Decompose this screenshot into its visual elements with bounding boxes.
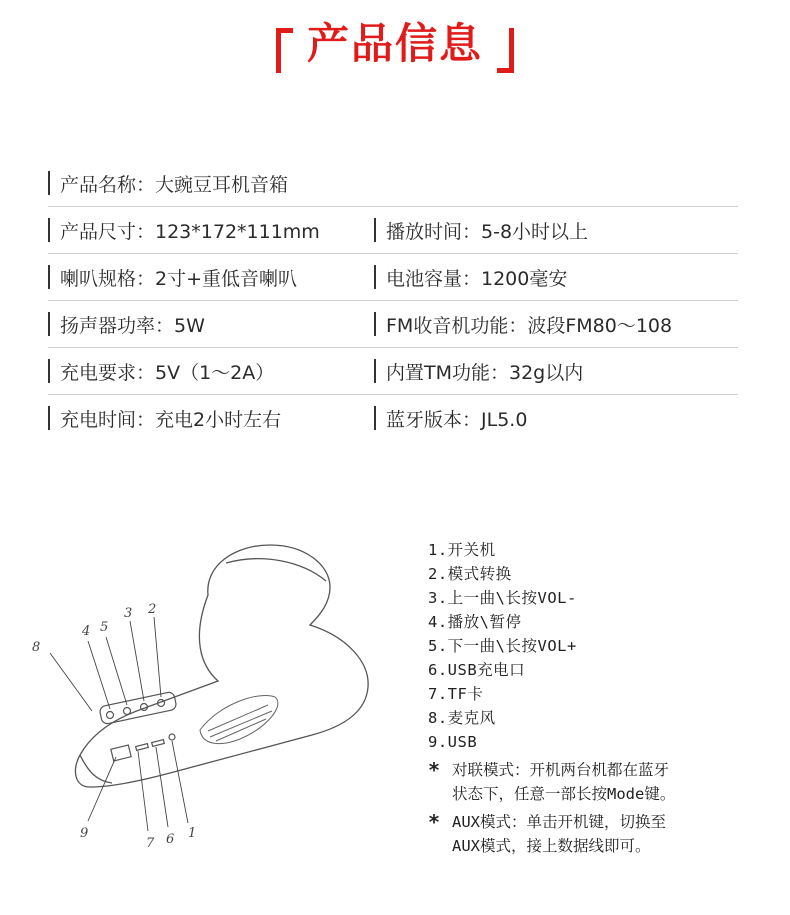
spec-cell-left — [48, 301, 205, 347]
legend-item: 5.下一曲\长按VOL+ — [428, 637, 577, 655]
legend-item: 2.模式转换 — [428, 565, 512, 583]
port-panel — [111, 734, 175, 761]
spec-row — [48, 348, 738, 395]
cell-divider — [374, 312, 376, 336]
note-pairing — [428, 758, 758, 806]
spec-row — [48, 254, 738, 301]
spec-table — [48, 160, 738, 441]
spec-text: 内置TM功能：32g以内 — [386, 361, 584, 384]
callout-7: 7 — [146, 836, 155, 851]
spec-text: 喇叭规格：2寸+重低音喇叭 — [60, 267, 298, 290]
asterisk-icon: * — [428, 758, 441, 782]
spec-row — [48, 395, 738, 441]
spec-cell-left — [48, 348, 274, 394]
spec-text: 播放时间：5-8小时以上 — [386, 220, 589, 243]
callout-9: 9 — [80, 826, 89, 841]
function-legend — [428, 538, 758, 858]
legend-item: 4.播放\暂停 — [428, 613, 522, 631]
spec-text: 充电时间：充电2小时左右 — [60, 408, 282, 431]
spec-cell-right — [374, 395, 527, 441]
spec-cell-right — [374, 207, 588, 253]
callout-4: 4 — [82, 624, 91, 639]
cell-divider — [48, 359, 50, 383]
title-block — [0, 14, 790, 76]
button-panel — [99, 691, 177, 724]
spec-cell-right — [374, 254, 567, 300]
cell-divider — [374, 406, 376, 430]
title-bracket-right — [497, 28, 514, 73]
spec-cell-left — [48, 160, 288, 206]
product-diagram — [30, 525, 400, 855]
callout-3: 3 — [124, 606, 133, 621]
legend-item: 9.USB — [428, 733, 478, 751]
spec-text: 蓝牙版本：JL5.0 — [386, 408, 528, 431]
title-bracket-left — [276, 28, 293, 73]
callout-numbers — [32, 602, 196, 851]
spec-row — [48, 301, 738, 348]
spec-text: 充电要求：5V（1～2A） — [60, 361, 275, 384]
spec-cell-left — [48, 254, 297, 300]
note-line: AUX模式，接上数据线即可。 — [452, 837, 651, 855]
asterisk-icon: * — [428, 810, 441, 834]
spec-cell-right — [374, 348, 583, 394]
cell-divider — [48, 312, 50, 336]
spec-text: 产品名称：大豌豆耳机音箱 — [60, 173, 289, 196]
spec-text: 扬声器功率：5W — [60, 314, 205, 337]
spec-text: 产品尺寸：123*172*111mm — [60, 220, 320, 243]
spec-cell-right — [374, 301, 672, 347]
cell-divider — [48, 218, 50, 242]
cell-divider — [374, 218, 376, 242]
legend-item: 3.上一曲\长按VOL- — [428, 589, 577, 607]
callout-1: 1 — [188, 826, 197, 841]
note-line: AUX模式：单击开机键，切换至 — [452, 813, 666, 831]
spec-text: 电池容量：1200毫安 — [386, 267, 568, 290]
spec-text: FM收音机功能：波段FM80～108 — [386, 314, 673, 337]
spec-row — [48, 207, 738, 254]
cell-divider — [374, 265, 376, 289]
note-line: 对联模式：开机两台机都在蓝牙 — [452, 761, 670, 779]
callout-6: 6 — [166, 832, 175, 847]
legend-item: 1.开关机 — [428, 541, 496, 559]
cell-divider — [48, 171, 50, 195]
cell-divider — [48, 265, 50, 289]
callout-leaders — [50, 617, 188, 831]
spec-row — [48, 160, 738, 207]
page-title: 产品信息 — [306, 19, 483, 68]
note-line: 状态下，任意一部长按Mode键。 — [452, 785, 676, 803]
legend-item: 6.USB充电口 — [428, 661, 526, 679]
spec-cell-left — [48, 207, 320, 253]
callout-2: 2 — [148, 602, 157, 617]
legend-item: 7.TF卡 — [428, 685, 484, 703]
grille-mesh — [200, 695, 278, 743]
legend-item: 8.麦克风 — [428, 709, 496, 727]
cell-divider — [48, 406, 50, 430]
callout-5: 5 — [100, 620, 109, 635]
speaker-outline — [75, 545, 368, 787]
note-aux — [428, 810, 758, 858]
spec-cell-left — [48, 395, 281, 441]
callout-8: 8 — [32, 640, 41, 655]
cell-divider — [374, 359, 376, 383]
